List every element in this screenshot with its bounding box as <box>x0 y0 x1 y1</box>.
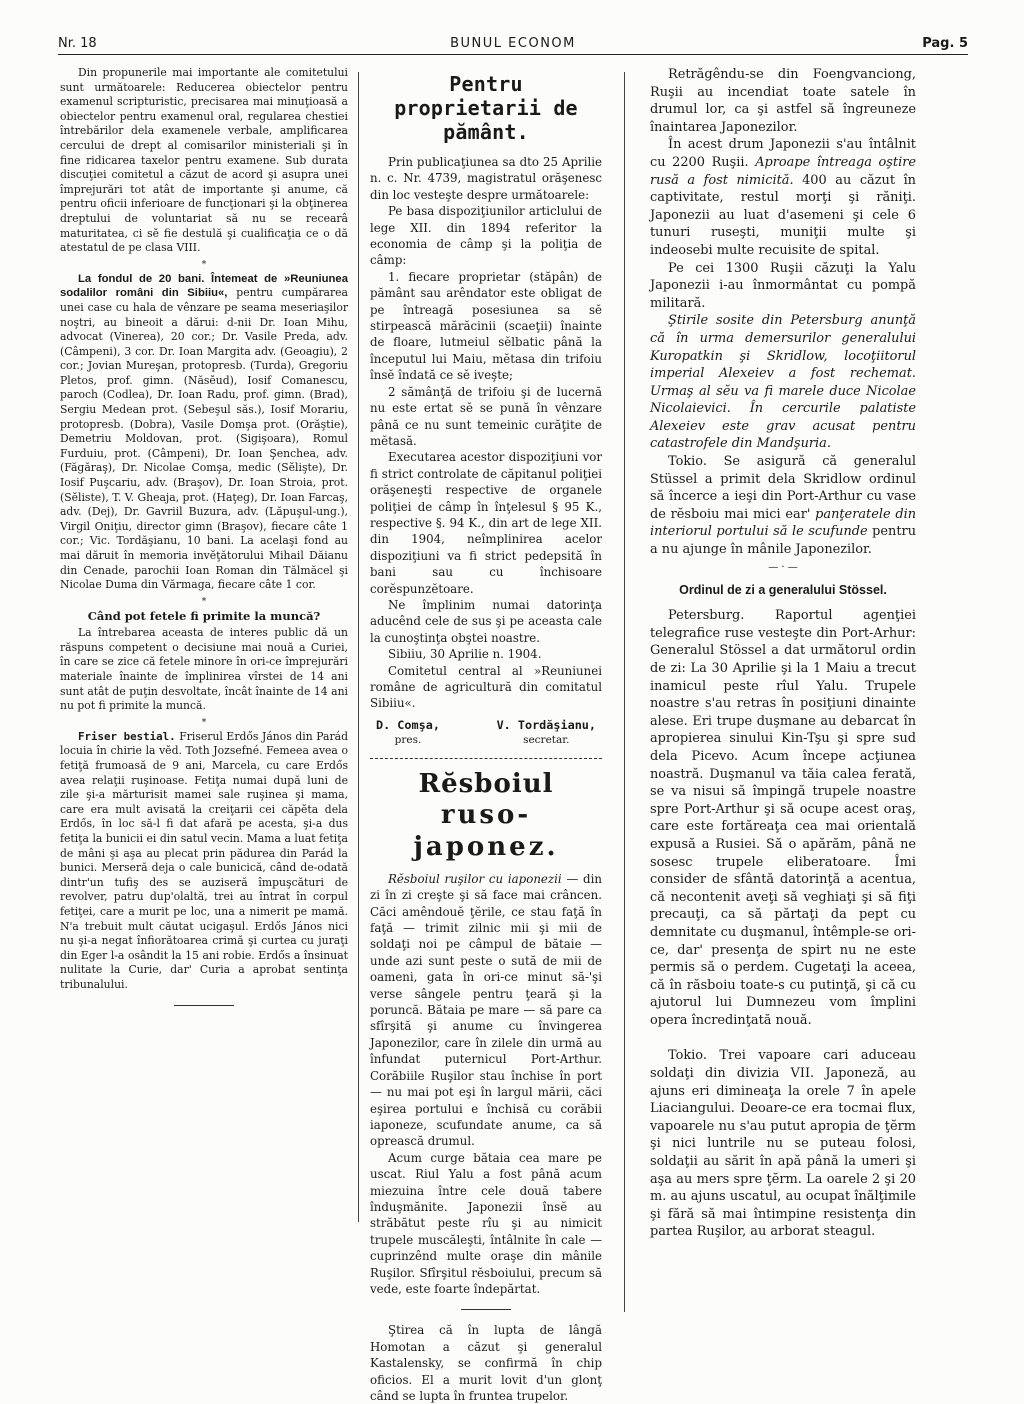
signatures <box>370 718 602 748</box>
news-italic: panţeratele din interiorul portului să le scufunde <box>650 506 917 540</box>
newspaper-title: BUNUL ECONOM <box>450 36 576 51</box>
news-text: pentru a nu ajunge în mânile Japonezilor. <box>650 524 916 558</box>
page-header <box>58 32 968 55</box>
section-separator: * <box>201 596 207 607</box>
article-fund-text: pentru cumpărarea unei case cu hala de vênzare pe seama meseriaşilor noştri, au bineoit a dărui: d-nii Dr. Ioan Mihu, advocat (Vinerea), 20 cor.; Dr. Vasile Preda, adv. (Câmpeni), 3 cor. Dr. Ioan Margita adv. (Geoagiu), 2 cor.; Jovian Mureşan, protopresb. (Turda), Gregoriu Pletos, prof. gimn. (Năsĕud), Iosif Comanescu, paroch (Codlea), Dr. Ioan Radu, prof. gimn. (Brad), Sergiu Medean prot. (Sebeşul săs.), Iosif Morariu, protopresb. (Dobra), Vasile Domşa prot. (Orăştie), Demetriu Moldovan, prot. (Sigişoara), Romul Furduiu, prot. (Câmpeni), Dr. Ioan Şenchea, adv. (Făgăraş), Dr. Nicolae Comşa, medic (Sĕlişte), Dr. Iosif Puşcariu, adv. (Braşov), Dr. Ioan Stroia, prot. (Sĕliste), T. V. Gheaja, prot. (Haţeg), Dr. Ioan Farcaş, adv. (Dej), Dr. Gavriil Buzura, adv. (Lăpuşul-ung.), Virgil Oniţiu, director gimn (Braşov), fiecare câte 1 cor.; Vic. Tordăşianu, 10 bani. La acelaşi fond au mai dăruit în memoria invĕţătorului Mihail Dăianu din Cenade, parochii Ioan Roman din Tălmăcel şi Nicolae Duma din Vărmaga, fiecare câte 1 cor. <box>60 286 349 592</box>
column-left <box>60 66 348 1226</box>
article-barber <box>60 730 348 993</box>
owners-notice-text: Pe basa dispoziţiunilor articlului de lege XII. din 1894 referitor la economia de câmp şi la poliţia de câmp: <box>370 204 602 268</box>
news-italic: Ştirile sosite din Petersburg anunţă că în urma demersurilor generalului Kuropatkin şi Skridlow, locoţiitorul imperial Alexeiev a fost rechemat. Urmaş al sĕu va fi marele duce Nicolae Nicolaievici. În cercurile palatiste Alexeiev este grav acusat pentru catastrofele din Mandşuria. <box>650 313 916 452</box>
article-barber-heading: Friser bestial. <box>78 729 176 743</box>
article-girls-text: La întrebarea aceasta de interes public dă un răspuns competent o decisiune mai nouă a Curiei, în care se zice că fetele minore în ori-ce împrejurări materiale înainte de împlinirea vîrstei de 14 ani sunt atât de puţin desvoltate, încât înainte de 14 ani nu pot fi primite la muncă. <box>60 626 348 713</box>
page-number: Pag. 5 <box>922 36 968 51</box>
article-barber-text: Friserul Erdős János din Parád locuia în chirie la vĕd. Toth Jozsefné. Femeea avea o fetiţă frumoasă de 9 ani, Marcela, cu care Erdős avea relaţii ruşinoase. Fetiţa numai după luni de zile şi-a mărturisit mamei sale ruşinea şi mama, care era mult avisată la creiţarii cei căpĕta dela Erdős, în loc să-l fi dat afară pe acesta, şi-a dus fetiţa la bunicii ei din satul vecin. Mama a luat fetiţa de mâni şi aşa au plecat prin pădurea din Parád la bunici. Merseră deja o cale bunicică, când de-odată dintr'un tufiş des se auziseră împuşcături de revolver, patru dup'olaltă, trei au întrat în corpul fetiţei, care a murit pe loc, una a nimerit pe mamă. N'a trebuit mult căutat ucigaşul. Erdős János nici nu şi-a negat înfiorătoarea crimă şi curtea cu juraţi din Eger l-a osândit la 15 ani robie. Erdős a însinuat nulitate la Curie, dar' Curia a aprobat sentinţa tribunalului. <box>60 729 348 991</box>
owners-notice-issuer: Comitetul central al »Reuniunei române de agricultură din comitatul Sibiiu«. <box>370 663 602 711</box>
article-committee-text: Din propunerile mai importante ale comitetului sunt următoarele: Reducerea obiectelor pentru examenul scripturistic, precisarea mai minuţioasă a obiectelor pentru examenul oral, regularea chestiei întrebărilor dela examenele verbale, amplificarea cercului de drept al comisarilor ministeriali şi în fine ridicarea taxelor pentru examene. Sub durata discuţiei comitetul a căzut de acord şi asupra unei împrejurări tot atât de importante şi anume, că pentru oficii inferioare de funcţionari şi la obţinerea dreptului de voluntariat să nu se recearâ maturitatea, ci sĕ fie destulă şi cualificaţia ce o dă atestatul de pe clasa VIII. <box>60 66 348 255</box>
owners-notice-text: Executarea acestor dispoziţiuni vor fi strict controlate de căpitanul poliţiei orăşeneşti respective de organele poliţiei de câmp în înţelesul § 95 K., respective §. 94 K., din art de lege XII. din 1904, neîmplinirea acelor dispoziţiuni va fi strict pedepsită în bani sau cu închisoare corĕspunzĕtoare. <box>370 450 602 596</box>
column-end-rule <box>174 1005 234 1006</box>
war-text: — din zi în zi creşte şi să face mai crâncen. Căci amêndouĕ ţĕrile, ce stau faţă în faţă — trimit zilnic mii şi mii de soldaţi noi pe câmpul de bătaie — unde azi sunt peste o sută de mii de oameni, gata în ori-ce minut să-'şi verse sângele pentru ţeară şi la poruncă. Bătaia pe mare — să pare ca sfîrşită şi anume cu învingerea Japonezilor, care în zilele din urmă au înfundat puternicul Port-Arthur. Corăbiile Ruşilor stau închise în port — nu mai pot eşi în largul mării, căci eşirea portului e închisă cu corăbii iaponeze, scufundate anume, ca să oprească drumul. <box>370 871 602 1149</box>
war-paragraph: Ştirea că în lupta de lângă Homotan a căzut şi generalul Kastalensky, se confirmă în chip oficios. El a murit lovit d'un glonţ când se lupta în fruntea trupelor. <box>370 1323 602 1403</box>
column-right <box>650 66 916 1306</box>
spacer <box>650 1029 916 1047</box>
owners-notice-text: 1. fiecare proprietar (stăpân) de pământ sau arêndator este obligat de pe întreagă posesiunea sa sĕ stirpească mărăcinii (scaeţii) înainte de floare, lutmeiul sĕlbatic până la începutul lui Maiu, mĕtasa din trifoiu însĕ îndată ce sĕ iveşte; <box>370 269 602 383</box>
stossel-order-text: Petersburg. Raportul agenţiei telegrafice ruse vesteşte din Port-Arhur: Generalul Stössel a dat următorul ordin de zi: La 30 Aprilie şi la 1 Maiu a trecut inamicul peste rîul Yalu. Trupele noastre s'au retras în posiţiuni dinainte alese. Eri trupe duşmane au debarcat în apropierea sinului Kin-Tşu şi spre sud dela Picevo. Acum începe acţiunea noastră. Duşmanul va tăia calea ferată, se va nisui să împingă trupele noastre spre Port-Arthur şi să ocupe acest oraş, care este fortăreaţa cea mai orientală expusă a Rusiei. Să o apărăm, până ne sosesc trupele eliberatoare. Îmi consider de sfântă datorinţă a acentua, că necontenit aveţi să veghiaţi şi să fiţi precauţi, ca să părtaţi da pept cu demnitate cu duşmanul, întêmple-se ori-ce, dar' presenţa de spirt nu ne este permis să o perdem. Cugetaţi la aceea, că în răsboiu toate-s cu putinţă, şi că cu ajutorul lui Dumnezeu vom împlini opera încredinţată nouă. <box>650 608 916 1028</box>
war-title-line2: ruso-japonez. <box>413 799 559 862</box>
signature-president-name: D. Comşa, <box>376 717 440 732</box>
article-fund-heading: La fondul de 20 bani. Întemeat de »Reuniunea sodalilor români din Sibiiu«, <box>60 272 348 300</box>
paragraph-separator <box>461 1309 511 1310</box>
news-text: În acest drum Japonezii s'au întâlnit cu 2200 Ruşii. <box>650 137 916 170</box>
column-middle <box>370 66 602 1403</box>
stossel-order-heading: Ordinul de zi a generalului Stössel. <box>679 582 887 597</box>
war-lead: Rĕsboiul ruşilor cu iaponezii <box>388 871 562 886</box>
column-divider-1 <box>358 72 359 1222</box>
signature-secretary-role: secretar. <box>523 733 570 746</box>
war-title-line1: Rĕsboiul <box>418 768 554 799</box>
owners-notice-title: Pentru proprietarii de pământ. <box>394 72 578 144</box>
news-text: 400 au căzut în captivitate, restul morţi şi răniţi. Japonezii au luat d'asemeni şi cele 6 tunuri ruseşti, muniţii multe şi indeosebi multe recuisite de spital. <box>650 172 916 258</box>
news-italic: Aproape întreaga oştire rusă a fost nimicită. <box>650 154 917 188</box>
news-text: Tokio. Se asigură că generalul Stüssel a primit dela Skridlow ordinul să încerce a ieşi din Port-Arthur cu vase de rĕsboiu mai mici ear' <box>650 454 916 522</box>
column-divider-2 <box>624 72 625 1312</box>
news-paragraph: Pe cei 1300 Ruşii căzuţi la Yalu Japonezii i-au înmormântat cu pompă militară. <box>650 260 916 311</box>
news-paragraph <box>650 136 916 259</box>
signature-president-role: pres. <box>394 733 422 746</box>
section-divider <box>370 758 602 759</box>
section-separator: * <box>201 717 207 728</box>
owners-notice-text: 2 sămânţă de trifoiu şi de lucernă nu este ertat sĕ se pună în vênzare până ce nu sunt temeinic curăţite de mĕtasă. <box>370 384 602 448</box>
war-paragraph <box>370 871 602 1150</box>
owners-notice-date: Sibiiu, 30 Aprilie n. 1904. <box>388 647 542 662</box>
tokio-paragraph: Tokio. Trei vapoare cari aduceau soldaţi din divizia VII. Japoneză, au ajuns eri dimineaţa la orele 7 în apele Liaciangului. Deoare-ce era tocmai flux, vapoarele nu s'au putut apropia de ţĕrm şi nici luntrile nu se puteau folosi, soldaţii au sărit în apă până la umeri şi aşa au mers spre ţĕrm. La oarele 2 şi 20 m. au ajuns uscatul, au ocupat înălţimile şi fără să mai întimpine resistenţa din partea Ruşilor, au arborat steagul. <box>650 1048 916 1240</box>
section-separator: — · — <box>768 561 798 573</box>
section-separator: * <box>201 259 207 270</box>
issue-number: Nr. 18 <box>58 36 97 51</box>
article-fund <box>60 272 348 593</box>
signature-secretary-name: V. Tordăşianu, <box>496 717 596 732</box>
owners-notice-text: Ne împlinim numai datorinţa aducênd cele de sus şi pe aceasta cale la cunoştinţa obştei noastre. <box>370 597 602 645</box>
war-paragraph: Acum curge bătaia cea mare pe uscat. Riul Yalu a fost până acum miezuina între cele două tabere înduşmănite. Japonezii însĕ au străbătut peste rîu şi au nimicit trupele muscăleşti, întâlnite în cale — cuprinzênd multe oraşe din mânile Ruşilor. Sfîrşitul rĕsboiului, precum să vede, este foarte îndepărtat. <box>370 1150 602 1296</box>
owners-notice-text: Prin publicaţiunea sa dto 25 Aprilie n. c. Nr. 4739, magistratul orăşenesc din loc vesteşte despre următoarele: <box>370 155 602 202</box>
news-paragraph <box>650 453 916 559</box>
news-paragraph <box>650 312 916 453</box>
article-girls-heading: Când pot fetele fi primite la muncă? <box>87 608 321 623</box>
news-paragraph: Retrăgêndu-se din Foengvanciong, Ruşii au incendiat toate satele în drumul lor, ca şi astfel să îngreuneze înaintarea Japonezilor. <box>650 67 916 135</box>
